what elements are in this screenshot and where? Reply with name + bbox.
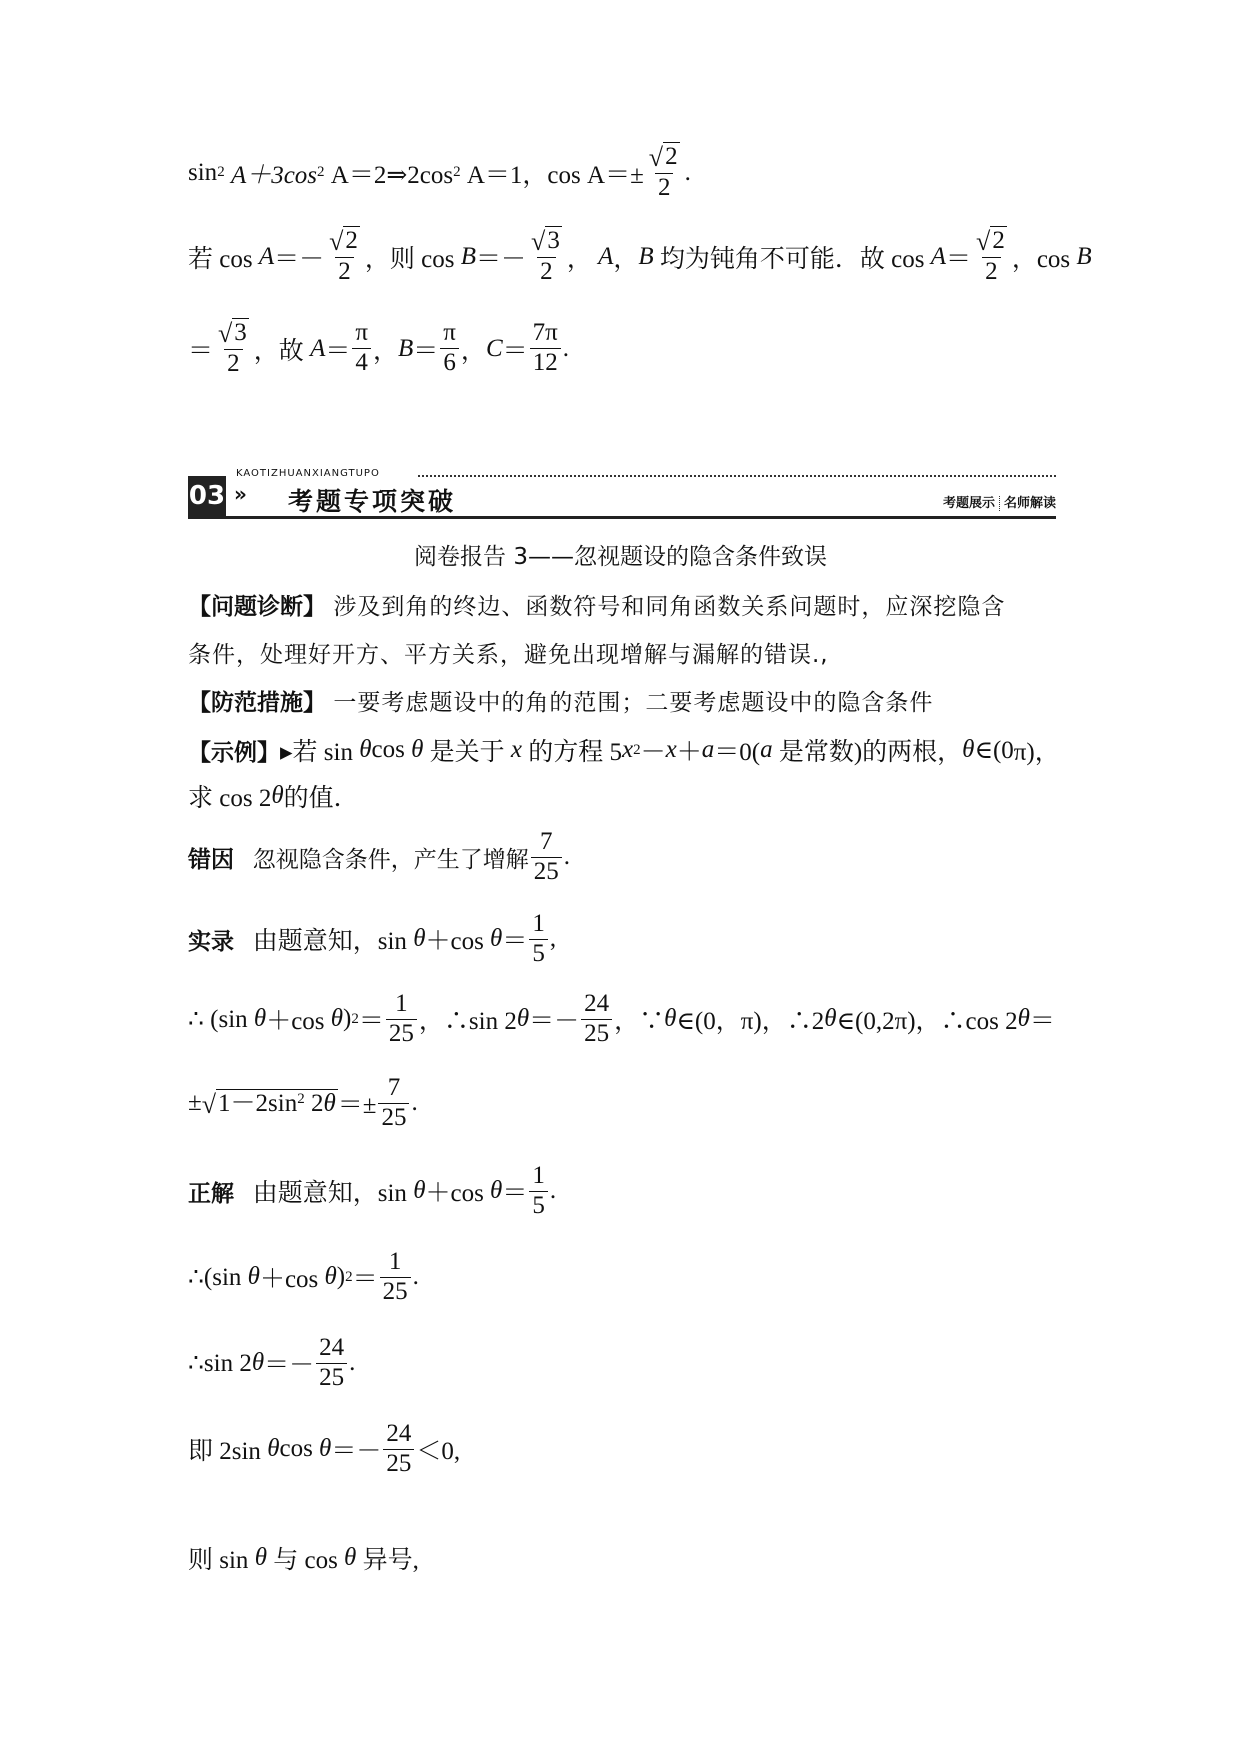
section-title: 考题专项突破	[288, 487, 457, 516]
fraction: $\frac{1}{25}$	[380, 1248, 411, 1307]
example-line-1: 【示例】 ▸若 sin θ cos θ 是关于 x 的方程 5 x 2 － x ＋ a ＝0( a 是常数)的两根， θ ∈(0 π)，	[188, 732, 1060, 768]
example-line-2: 求 cos 2 θ 的值．	[188, 782, 359, 812]
square-root: √ $1-2\sin^2$ 2θ	[201, 1089, 336, 1119]
double-chevron-icon: »	[234, 482, 247, 506]
solution-step-5: 则 sin θ 与 cos θ 异号,	[188, 1544, 419, 1574]
formula-line-2: 若 cos A ＝－ √ 2 2 ，则 cos B ＝－ √ 3 2 ， A ， B 均为钝角不可能．故 cos A ＝ √ 2 2 ，cos B	[188, 226, 1092, 286]
fraction: $\frac{24}{25}$	[316, 1334, 347, 1393]
record-line: 实录 由题意知，sin θ ＋cos θ ＝ $\frac{1}{5}$ ,	[188, 910, 557, 967]
fraction: √ 2 2	[648, 142, 678, 202]
banner-rule	[188, 516, 1056, 519]
banner-pinyin: KAOTIZHUANXIANGTUPO	[236, 468, 380, 479]
solution-step-3: ∴sin 2 θ ＝－ $\frac{24}{25}$ .	[188, 1334, 356, 1391]
fraction: √ 3 2	[218, 318, 247, 378]
fraction: $\frac{\pi}{6}$	[440, 319, 459, 378]
record-label: 实录	[188, 928, 234, 955]
fraction: $\frac{\pi}{4}$	[352, 319, 371, 378]
diagnosis-line-1: 【问题诊断】 涉及到角的终边、函数符号和同角函数关系问题时，应深挖隐含	[188, 588, 1005, 621]
solution-line: 正解 由题意知，sin θ ＋cos θ ＝ $\frac{1}{5}$ .	[188, 1162, 557, 1219]
fraction: $\frac{1}{5}$	[529, 1162, 548, 1221]
fraction: $\frac{24}{25}$	[581, 990, 612, 1049]
measures-line: 【防范措施】 一要考虑题设中的角的范围；二要考虑题设中的隐含条件	[188, 684, 933, 717]
section-banner	[188, 468, 1056, 518]
record-derivation-line: ∴ (sin θ ＋cos θ ) 2 ＝ $\frac{1}{25}$ ，∴sin 2 θ ＝－ $\frac{24}{25}$ ，∵ θ ∈(0，π)，∴2 θ ∈(0,2π)，∴cos 2 θ ＝	[188, 990, 1055, 1047]
example-label: 【示例】	[188, 739, 280, 766]
formula-line-3: ＝ √ 3 2 ，故 A ＝ $\frac{\pi}{4}$ ， B ＝ $\frac{\pi}{6}$ ， C ＝ $\frac{7\pi}{12}$ .	[188, 318, 570, 378]
banner-dotted-rule	[418, 475, 1056, 477]
fraction: $\frac{1}{25}$	[386, 990, 417, 1049]
report-title: 阅卷报告 3——忽视题设的隐含条件致误	[414, 544, 827, 570]
fraction: $\frac{24}{25}$	[383, 1420, 414, 1479]
fraction: √ 3 2	[531, 226, 560, 286]
diagnosis-label: 【问题诊断】	[188, 594, 326, 620]
tag-exam-show: 考题展示	[942, 496, 995, 511]
solution-step-4: 即 2sin θ cos θ ＝－ $\frac{24}{25}$ ＜0,	[188, 1420, 461, 1477]
fraction: √ 2 2	[329, 226, 358, 286]
diagnosis-line-2: 条件，处理好开方、平方关系，避免出现增解与漏解的错误.,	[188, 642, 829, 668]
fraction: $\frac{1}{5}$	[529, 910, 548, 969]
solution-step-2: ∴(sin θ ＋cos θ ) 2 ＝ $\frac{1}{25}$ .	[188, 1248, 419, 1305]
record-result-line: ± √ $1-2\sin^2$ 2θ ＝± $\frac{7}{25}$ .	[188, 1074, 418, 1131]
banner-tags	[943, 492, 1056, 511]
measures-label: 【防范措施】	[188, 690, 326, 716]
solution-label: 正解	[188, 1180, 234, 1207]
formula-line-1: sin 2 A＋3cos 2 A＝2⇒2cos 2 A＝1，cos A＝± √ 2 2 .	[188, 142, 691, 202]
fraction: $\frac{7}{25}$	[378, 1074, 409, 1133]
fraction: √ 2 2	[976, 226, 1005, 286]
fraction: $\frac{7}{25}$	[531, 828, 562, 887]
error-cause-label: 错因	[188, 846, 234, 873]
section-number: 03	[188, 476, 226, 516]
fraction: $\frac{7\pi}{12}$	[530, 319, 561, 378]
tag-teacher-explain: 名师解读	[1003, 496, 1056, 511]
error-cause-line: 错因 忽视隐含条件，产生了增解 $\frac{7}{25}$ .	[188, 828, 570, 885]
